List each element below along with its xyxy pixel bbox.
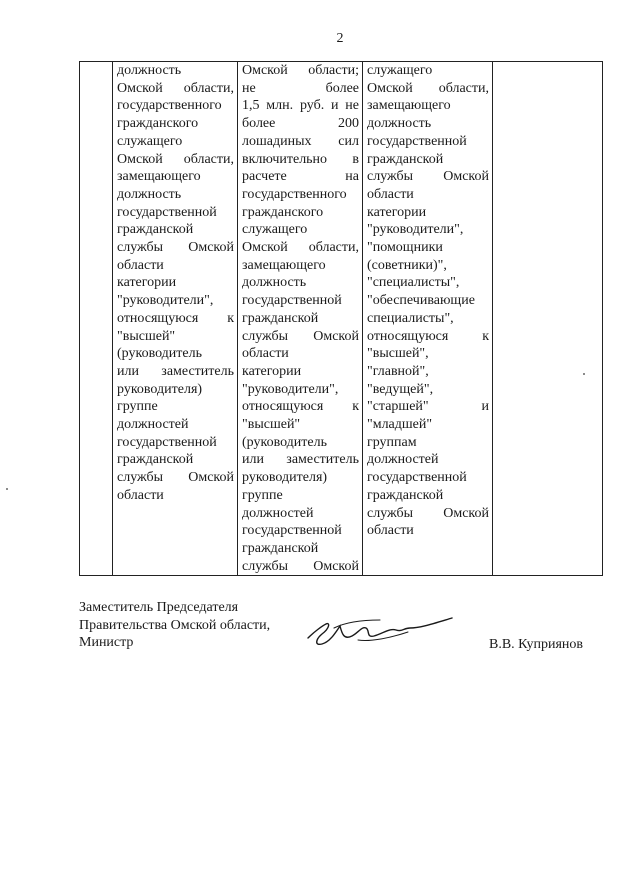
cell-line: должностей xyxy=(242,505,314,521)
cell-line: государственной xyxy=(117,434,217,450)
col2-text xyxy=(117,62,234,505)
cell-line: замещающего xyxy=(367,98,451,114)
scan-dot xyxy=(6,488,8,490)
cell-line: гражданской xyxy=(367,487,444,503)
cell-line: гражданской xyxy=(117,452,194,468)
cell-line: гражданской xyxy=(117,222,194,238)
cell-line: руководителя) xyxy=(242,470,328,486)
cell-line: включительно в xyxy=(242,151,359,167)
cell-line: расчете на xyxy=(242,169,359,185)
cell-line: Омской области; xyxy=(242,63,359,78)
cell-line: "обеспечивающие xyxy=(367,293,475,309)
cell-line: "специалисты", xyxy=(367,275,460,291)
cell-line: руководителя) xyxy=(117,381,203,397)
cell-line: государственной xyxy=(117,204,217,220)
col4-text xyxy=(367,62,489,540)
cell-line: должность xyxy=(117,186,182,202)
cell-line: не более xyxy=(242,80,359,96)
cell-line: (советники)", xyxy=(367,257,447,273)
cell-line: гражданской xyxy=(242,540,319,556)
cell-line: области xyxy=(242,346,289,362)
cell-line: "помощники xyxy=(367,240,443,256)
handwritten-signature xyxy=(300,606,460,656)
cell-line: (руководитель xyxy=(117,346,202,362)
cell-line: службы Омской xyxy=(367,505,489,521)
cell-line: "младшей" xyxy=(367,417,433,433)
position-line: Правительства Омской области, xyxy=(79,617,271,633)
cell-line: группам xyxy=(367,434,417,450)
cell-line: области xyxy=(117,257,164,273)
cell-line: группе xyxy=(242,487,283,503)
table-cell-empty xyxy=(493,62,603,576)
cell-line: лошадиных сил xyxy=(242,133,359,149)
cell-line: области xyxy=(367,523,414,539)
cell-line: специалисты", xyxy=(367,310,454,326)
cell-line: категории xyxy=(117,275,177,291)
cell-line: государственной xyxy=(367,133,467,149)
cell-line: гражданского xyxy=(117,116,199,132)
cell-line: гражданского xyxy=(242,204,324,220)
cell-line: "руководители", xyxy=(367,222,464,238)
cell-line: службы Омской xyxy=(117,240,234,256)
cell-line: области xyxy=(367,186,414,202)
cell-line: Омской области, xyxy=(242,240,359,256)
cell-line: служащего xyxy=(367,63,433,78)
cell-line: категории xyxy=(367,204,427,220)
table-cell-position xyxy=(113,62,238,576)
table-cell-categories xyxy=(363,62,493,576)
cell-line: должностей xyxy=(117,417,189,433)
table-cell-number xyxy=(80,62,113,576)
cell-line: службы Омской xyxy=(117,470,234,486)
cell-line: замещающего xyxy=(117,169,201,185)
cell-line: группе xyxy=(117,399,158,415)
cell-line: службы Омской xyxy=(242,328,359,344)
cell-line: "ведущей", xyxy=(367,381,434,397)
cell-line: государственной xyxy=(242,523,342,539)
cell-line: "высшей" xyxy=(242,417,301,433)
cell-line: "руководители", xyxy=(242,381,339,397)
cell-line: относящуюся к xyxy=(367,328,489,344)
col3-text xyxy=(242,62,359,575)
cell-line: Омской области, xyxy=(117,80,234,96)
cell-line: или заместитель xyxy=(117,363,234,379)
cell-line: замещающего xyxy=(242,257,326,273)
position-line: Заместитель Председателя xyxy=(79,600,239,615)
cell-line: службы Омской xyxy=(367,169,489,185)
signature-position xyxy=(79,599,270,652)
page-number: 2 xyxy=(336,31,344,46)
cell-line: "главной", xyxy=(367,363,429,379)
scan-dot xyxy=(583,373,585,375)
cell-line: служащего xyxy=(117,133,183,149)
cell-line: должность xyxy=(117,63,182,78)
cell-line: Омской области, xyxy=(367,80,489,96)
cell-line: "высшей", xyxy=(367,346,429,362)
cell-line: государственной xyxy=(242,293,342,309)
cell-line: служащего xyxy=(242,222,308,238)
cell-line: государственного xyxy=(117,98,222,114)
table-row xyxy=(80,62,603,576)
cell-line: "руководители", xyxy=(117,293,214,309)
cell-line: гражданской xyxy=(367,151,444,167)
cell-line: категории xyxy=(242,363,302,379)
cell-line: 1,5 млн. руб. и не xyxy=(242,98,359,114)
cell-line: службы Омской xyxy=(242,558,359,574)
table-cell-vehicle-limit xyxy=(238,62,363,576)
position-line: Министр xyxy=(79,635,134,651)
cell-line: относящуюся к xyxy=(242,399,359,415)
cell-line: гражданской xyxy=(242,310,319,326)
main-table xyxy=(79,61,603,576)
cell-line: "старшей" и xyxy=(367,399,489,415)
signer-name: В.В. Куприянов xyxy=(489,637,583,652)
cell-line: относящуюся к xyxy=(117,310,234,326)
cell-line: "высшей" xyxy=(117,328,176,344)
cell-line: должность xyxy=(367,116,432,132)
cell-line: должностей xyxy=(367,452,439,468)
cell-line: (руководитель xyxy=(242,434,327,450)
cell-line: Омской области, xyxy=(117,151,234,167)
cell-line: государственной xyxy=(367,470,467,486)
cell-line: должность xyxy=(242,275,307,291)
cell-line: или заместитель xyxy=(242,452,359,468)
cell-line: государственного xyxy=(242,186,347,202)
cell-line: области xyxy=(117,487,164,503)
cell-line: более 200 xyxy=(242,116,359,132)
